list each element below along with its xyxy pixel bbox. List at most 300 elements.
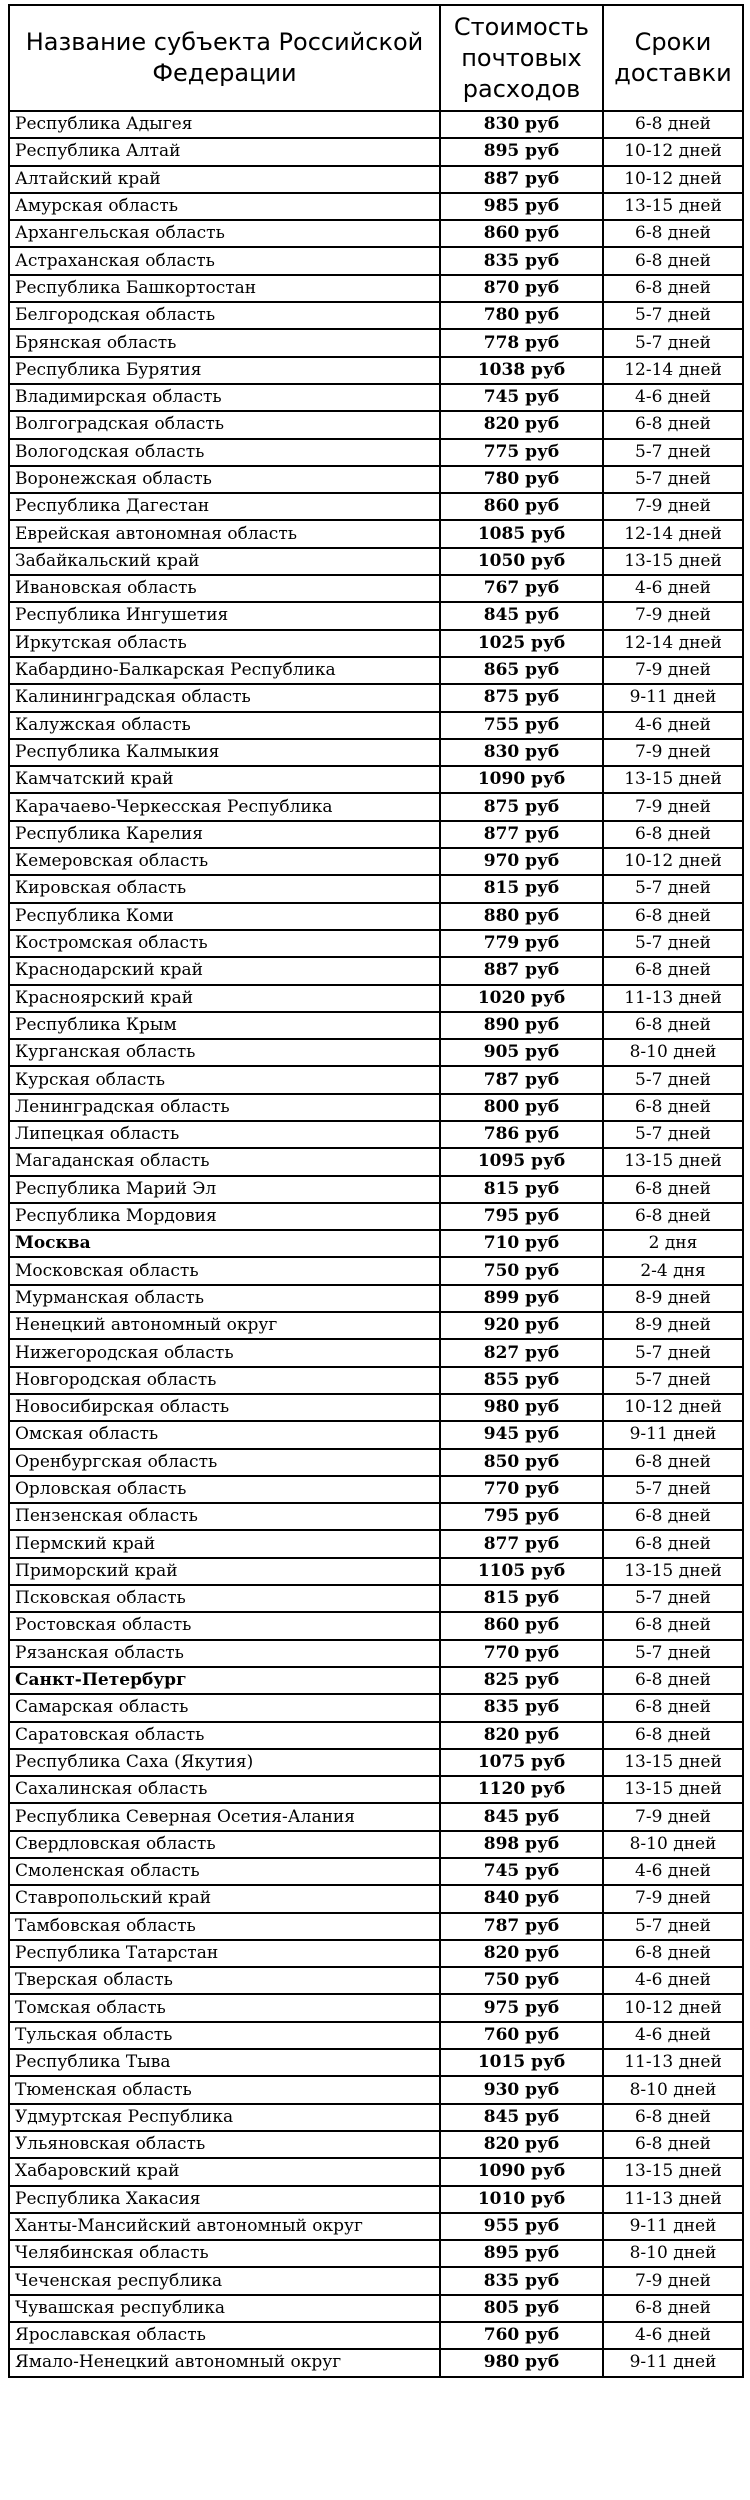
table-row <box>9 111 743 138</box>
table-row <box>9 2322 743 2349</box>
delivery-cost: 865 руб <box>440 657 603 684</box>
table-row <box>9 1994 743 2021</box>
delivery-cost: 795 руб <box>440 1203 603 1230</box>
table-row <box>9 520 743 547</box>
delivery-cost: 770 руб <box>440 1476 603 1503</box>
delivery-cost: 850 руб <box>440 1449 603 1476</box>
delivery-term: 11-13 дней <box>603 985 743 1012</box>
region-name: Ульяновская область <box>9 2131 440 2158</box>
delivery-term: 6-8 дней <box>603 1449 743 1476</box>
delivery-cost: 755 руб <box>440 712 603 739</box>
delivery-cost: 887 руб <box>440 957 603 984</box>
delivery-cost: 1010 руб <box>440 2186 603 2213</box>
delivery-cost: 860 руб <box>440 1612 603 1639</box>
region-name: Красноярский край <box>9 985 440 1012</box>
region-name: Еврейская автономная область <box>9 520 440 547</box>
delivery-cost: 745 руб <box>440 384 603 411</box>
delivery-term: 9-11 дней <box>603 1421 743 1448</box>
region-name: Республика Карелия <box>9 821 440 848</box>
delivery-cost: 815 руб <box>440 1585 603 1612</box>
table-row <box>9 1722 743 1749</box>
table-row <box>9 2349 743 2376</box>
table-row <box>9 957 743 984</box>
delivery-cost: 860 руб <box>440 493 603 520</box>
table-row <box>9 1449 743 1476</box>
region-name: Удмуртская Республика <box>9 2104 440 2131</box>
delivery-cost: 815 руб <box>440 1176 603 1203</box>
table-row <box>9 1230 743 1257</box>
table-row <box>9 1885 743 1912</box>
delivery-term: 7-9 дней <box>603 602 743 629</box>
region-name: Республика Татарстан <box>9 1940 440 1967</box>
region-name: Астраханская область <box>9 247 440 274</box>
delivery-term: 6-8 дней <box>603 1667 743 1694</box>
region-name: Камчатский край <box>9 766 440 793</box>
region-name: Рязанская область <box>9 1640 440 1667</box>
region-name: Ивановская область <box>9 575 440 602</box>
region-name: Ненецкий автономный округ <box>9 1312 440 1339</box>
region-name: Кемеровская область <box>9 848 440 875</box>
region-name: Республика Саха (Якутия) <box>9 1749 440 1776</box>
delivery-term: 4-6 дней <box>603 2322 743 2349</box>
delivery-cost: 945 руб <box>440 1421 603 1448</box>
region-name: Липецкая область <box>9 1121 440 1148</box>
table-row <box>9 1667 743 1694</box>
delivery-term: 6-8 дней <box>603 821 743 848</box>
table-row <box>9 630 743 657</box>
region-name: Республика Северная Осетия-Алания <box>9 1803 440 1830</box>
region-name: Свердловская область <box>9 1831 440 1858</box>
delivery-cost: 805 руб <box>440 2295 603 2322</box>
table-row <box>9 1121 743 1148</box>
table-row <box>9 384 743 411</box>
table-row <box>9 930 743 957</box>
delivery-cost: 1105 руб <box>440 1558 603 1585</box>
table-row <box>9 220 743 247</box>
delivery-cost: 780 руб <box>440 302 603 329</box>
region-name: Республика Марий Эл <box>9 1176 440 1203</box>
delivery-term: 8-10 дней <box>603 1831 743 1858</box>
region-name: Ростовская область <box>9 1612 440 1639</box>
region-name: Алтайский край <box>9 166 440 193</box>
delivery-term: 5-7 дней <box>603 1066 743 1093</box>
delivery-term: 6-8 дней <box>603 1094 743 1121</box>
region-name: Белгородская область <box>9 302 440 329</box>
region-name: Саратовская область <box>9 1722 440 1749</box>
region-name: Вологодская область <box>9 439 440 466</box>
delivery-cost: 770 руб <box>440 1640 603 1667</box>
table-row <box>9 1094 743 1121</box>
delivery-cost: 815 руб <box>440 875 603 902</box>
table-row <box>9 1476 743 1503</box>
table-row <box>9 1831 743 1858</box>
table-row <box>9 2240 743 2267</box>
region-name: Томская область <box>9 1994 440 2021</box>
delivery-term: 6-8 дней <box>603 1940 743 1967</box>
delivery-cost: 830 руб <box>440 111 603 138</box>
table-row <box>9 302 743 329</box>
delivery-term: 6-8 дней <box>603 1694 743 1721</box>
table-row <box>9 439 743 466</box>
delivery-term: 6-8 дней <box>603 247 743 274</box>
table-row <box>9 602 743 629</box>
delivery-term: 6-8 дней <box>603 1612 743 1639</box>
delivery-cost: 767 руб <box>440 575 603 602</box>
table-row <box>9 985 743 1012</box>
region-name: Санкт-Петербург <box>9 1667 440 1694</box>
delivery-cost: 845 руб <box>440 602 603 629</box>
table-row <box>9 1257 743 1284</box>
delivery-cost: 875 руб <box>440 684 603 711</box>
table-row <box>9 1803 743 1830</box>
region-name: Магаданская область <box>9 1148 440 1175</box>
delivery-cost: 887 руб <box>440 166 603 193</box>
table-row <box>9 329 743 356</box>
delivery-cost: 895 руб <box>440 138 603 165</box>
delivery-cost: 890 руб <box>440 1012 603 1039</box>
delivery-cost: 855 руб <box>440 1367 603 1394</box>
delivery-term: 6-8 дней <box>603 903 743 930</box>
region-name: Республика Хакасия <box>9 2186 440 2213</box>
delivery-term: 6-8 дней <box>603 1722 743 1749</box>
delivery-cost: 830 руб <box>440 739 603 766</box>
table-row <box>9 1967 743 1994</box>
table-row <box>9 2131 743 2158</box>
region-name: Республика Коми <box>9 903 440 930</box>
delivery-term: 5-7 дней <box>603 439 743 466</box>
delivery-cost: 840 руб <box>440 1885 603 1912</box>
region-name: Курганская область <box>9 1039 440 1066</box>
delivery-cost: 1050 руб <box>440 548 603 575</box>
delivery-cost: 955 руб <box>440 2213 603 2240</box>
delivery-cost: 1020 руб <box>440 985 603 1012</box>
delivery-term: 13-15 дней <box>603 766 743 793</box>
delivery-cost: 780 руб <box>440 466 603 493</box>
table-row <box>9 1285 743 1312</box>
delivery-cost: 895 руб <box>440 2240 603 2267</box>
table-row <box>9 1612 743 1639</box>
delivery-cost: 970 руб <box>440 848 603 875</box>
region-name: Калужская область <box>9 712 440 739</box>
delivery-cost: 820 руб <box>440 411 603 438</box>
table-row <box>9 1749 743 1776</box>
delivery-cost: 920 руб <box>440 1312 603 1339</box>
delivery-term: 12-14 дней <box>603 630 743 657</box>
delivery-term: 12-14 дней <box>603 357 743 384</box>
table-row <box>9 1203 743 1230</box>
table-row <box>9 875 743 902</box>
table-row <box>9 1558 743 1585</box>
delivery-cost: 760 руб <box>440 2022 603 2049</box>
delivery-term: 5-7 дней <box>603 930 743 957</box>
delivery-cost: 1015 руб <box>440 2049 603 2076</box>
table-row <box>9 848 743 875</box>
table-row <box>9 739 743 766</box>
table-row <box>9 2186 743 2213</box>
region-name: Псковская область <box>9 1585 440 1612</box>
delivery-cost: 930 руб <box>440 2076 603 2103</box>
region-name: Ленинградская область <box>9 1094 440 1121</box>
delivery-term: 8-10 дней <box>603 2240 743 2267</box>
region-name: Новосибирская область <box>9 1394 440 1421</box>
delivery-cost: 899 руб <box>440 1285 603 1312</box>
region-name: Чеченская республика <box>9 2267 440 2294</box>
region-name: Чувашская республика <box>9 2295 440 2322</box>
region-name: Брянская область <box>9 329 440 356</box>
region-name: Республика Ингушетия <box>9 602 440 629</box>
region-name: Тюменская область <box>9 2076 440 2103</box>
delivery-term: 10-12 дней <box>603 1994 743 2021</box>
delivery-term: 6-8 дней <box>603 2104 743 2131</box>
region-name: Республика Тыва <box>9 2049 440 2076</box>
delivery-term: 4-6 дней <box>603 712 743 739</box>
delivery-cost: 877 руб <box>440 1530 603 1557</box>
delivery-term: 5-7 дней <box>603 1121 743 1148</box>
header-row <box>9 5 743 111</box>
region-name: Воронежская область <box>9 466 440 493</box>
table-row <box>9 1339 743 1366</box>
delivery-term: 7-9 дней <box>603 657 743 684</box>
delivery-cost: 760 руб <box>440 2322 603 2349</box>
delivery-term: 9-11 дней <box>603 2213 743 2240</box>
region-name: Тамбовская область <box>9 1913 440 1940</box>
table-row <box>9 1148 743 1175</box>
delivery-cost: 980 руб <box>440 1394 603 1421</box>
region-name: Республика Калмыкия <box>9 739 440 766</box>
delivery-term: 13-15 дней <box>603 548 743 575</box>
region-name: Ханты-Мансийский автономный округ <box>9 2213 440 2240</box>
region-name: Республика Дагестан <box>9 493 440 520</box>
table-row <box>9 193 743 220</box>
region-name: Кировская область <box>9 875 440 902</box>
region-name: Карачаево-Черкесская Республика <box>9 793 440 820</box>
table-row <box>9 1530 743 1557</box>
delivery-term: 10-12 дней <box>603 166 743 193</box>
region-name: Сахалинская область <box>9 1776 440 1803</box>
region-name: Пермский край <box>9 1530 440 1557</box>
delivery-cost: 1120 руб <box>440 1776 603 1803</box>
table-row <box>9 466 743 493</box>
delivery-cost: 820 руб <box>440 1722 603 1749</box>
region-name: Республика Бурятия <box>9 357 440 384</box>
delivery-cost: 775 руб <box>440 439 603 466</box>
delivery-cost: 875 руб <box>440 793 603 820</box>
delivery-cost: 795 руб <box>440 1503 603 1530</box>
delivery-term: 13-15 дней <box>603 1558 743 1585</box>
region-name: Кабардино-Балкарская Республика <box>9 657 440 684</box>
delivery-cost: 835 руб <box>440 247 603 274</box>
delivery-term: 7-9 дней <box>603 739 743 766</box>
delivery-term: 4-6 дней <box>603 2022 743 2049</box>
delivery-cost: 750 руб <box>440 1967 603 1994</box>
table-row <box>9 821 743 848</box>
table-row <box>9 1913 743 1940</box>
header-term: Сроки доставки <box>603 5 743 111</box>
delivery-cost: 787 руб <box>440 1066 603 1093</box>
delivery-cost: 787 руб <box>440 1913 603 1940</box>
table-row <box>9 712 743 739</box>
table-row <box>9 247 743 274</box>
region-name: Новгородская область <box>9 1367 440 1394</box>
table-row <box>9 793 743 820</box>
delivery-term: 11-13 дней <box>603 2186 743 2213</box>
table-row <box>9 657 743 684</box>
delivery-term: 7-9 дней <box>603 493 743 520</box>
table-row <box>9 2022 743 2049</box>
delivery-cost: 786 руб <box>440 1121 603 1148</box>
table-row <box>9 2104 743 2131</box>
delivery-term: 13-15 дней <box>603 1776 743 1803</box>
delivery-term: 5-7 дней <box>603 1913 743 1940</box>
delivery-term: 9-11 дней <box>603 684 743 711</box>
delivery-term: 6-8 дней <box>603 111 743 138</box>
delivery-cost: 825 руб <box>440 1667 603 1694</box>
table-body <box>9 111 743 2377</box>
region-name: Республика Башкортостан <box>9 275 440 302</box>
table-row <box>9 2049 743 2076</box>
delivery-term: 6-8 дней <box>603 275 743 302</box>
delivery-cost: 800 руб <box>440 1094 603 1121</box>
delivery-term: 5-7 дней <box>603 875 743 902</box>
region-name: Ставропольский край <box>9 1885 440 1912</box>
region-name: Самарская область <box>9 1694 440 1721</box>
table-row <box>9 903 743 930</box>
table-row <box>9 1858 743 1885</box>
region-name: Краснодарский край <box>9 957 440 984</box>
table-row <box>9 275 743 302</box>
table-row <box>9 1694 743 1721</box>
delivery-cost: 750 руб <box>440 1257 603 1284</box>
delivery-term: 11-13 дней <box>603 2049 743 2076</box>
delivery-term: 7-9 дней <box>603 2267 743 2294</box>
table-row <box>9 2213 743 2240</box>
region-name: Волгоградская область <box>9 411 440 438</box>
delivery-term: 13-15 дней <box>603 2158 743 2185</box>
delivery-term: 4-6 дней <box>603 575 743 602</box>
delivery-cost: 1090 руб <box>440 766 603 793</box>
table-row <box>9 357 743 384</box>
delivery-term: 8-9 дней <box>603 1285 743 1312</box>
delivery-cost: 820 руб <box>440 2131 603 2158</box>
region-name: Московская область <box>9 1257 440 1284</box>
delivery-cost: 980 руб <box>440 2349 603 2376</box>
delivery-cost: 745 руб <box>440 1858 603 1885</box>
table-row <box>9 1394 743 1421</box>
delivery-term: 5-7 дней <box>603 1339 743 1366</box>
region-name: Челябинская область <box>9 2240 440 2267</box>
delivery-cost: 1038 руб <box>440 357 603 384</box>
table-row <box>9 1012 743 1039</box>
region-name: Пензенская область <box>9 1503 440 1530</box>
delivery-cost: 877 руб <box>440 821 603 848</box>
delivery-term: 2-4 дня <box>603 1257 743 1284</box>
table-row <box>9 2076 743 2103</box>
table-row <box>9 1503 743 1530</box>
table-row <box>9 1367 743 1394</box>
region-name: Ямало-Ненецкий автономный округ <box>9 2349 440 2376</box>
delivery-term: 5-7 дней <box>603 1640 743 1667</box>
delivery-cost: 1095 руб <box>440 1148 603 1175</box>
delivery-term: 5-7 дней <box>603 302 743 329</box>
table-row <box>9 1066 743 1093</box>
region-name: Орловская область <box>9 1476 440 1503</box>
delivery-term: 12-14 дней <box>603 520 743 547</box>
header-subject: Название субъекта Российской Федерации <box>9 5 440 111</box>
delivery-cost: 820 руб <box>440 1940 603 1967</box>
delivery-cost: 845 руб <box>440 1803 603 1830</box>
table-row <box>9 1039 743 1066</box>
region-name: Архангельская область <box>9 220 440 247</box>
delivery-term: 13-15 дней <box>603 1148 743 1175</box>
delivery-term: 13-15 дней <box>603 1749 743 1776</box>
region-name: Москва <box>9 1230 440 1257</box>
delivery-term: 5-7 дней <box>603 1476 743 1503</box>
region-name: Владимирская область <box>9 384 440 411</box>
delivery-cost: 870 руб <box>440 275 603 302</box>
delivery-term: 5-7 дней <box>603 466 743 493</box>
delivery-cost: 845 руб <box>440 2104 603 2131</box>
table-row <box>9 166 743 193</box>
region-name: Курская область <box>9 1066 440 1093</box>
table-row <box>9 1421 743 1448</box>
region-name: Республика Мордовия <box>9 1203 440 1230</box>
delivery-term: 5-7 дней <box>603 329 743 356</box>
region-name: Приморский край <box>9 1558 440 1585</box>
delivery-term: 5-7 дней <box>603 1367 743 1394</box>
delivery-term: 6-8 дней <box>603 1012 743 1039</box>
region-name: Хабаровский край <box>9 2158 440 2185</box>
table-row <box>9 548 743 575</box>
delivery-term: 6-8 дней <box>603 1176 743 1203</box>
delivery-term: 4-6 дней <box>603 384 743 411</box>
delivery-cost: 898 руб <box>440 1831 603 1858</box>
delivery-cost: 778 руб <box>440 329 603 356</box>
table-row <box>9 1640 743 1667</box>
delivery-term: 4-6 дней <box>603 1858 743 1885</box>
region-name: Ярославская область <box>9 2322 440 2349</box>
table-row <box>9 575 743 602</box>
region-name: Нижегородская область <box>9 1339 440 1366</box>
delivery-term: 7-9 дней <box>603 1803 743 1830</box>
table-row <box>9 1312 743 1339</box>
delivery-term: 6-8 дней <box>603 2295 743 2322</box>
region-name: Оренбургская область <box>9 1449 440 1476</box>
delivery-term: 9-11 дней <box>603 2349 743 2376</box>
delivery-cost: 905 руб <box>440 1039 603 1066</box>
region-name: Республика Адыгея <box>9 111 440 138</box>
region-name: Республика Алтай <box>9 138 440 165</box>
table-row <box>9 2158 743 2185</box>
delivery-term: 8-9 дней <box>603 1312 743 1339</box>
region-name: Амурская область <box>9 193 440 220</box>
delivery-term: 10-12 дней <box>603 1394 743 1421</box>
region-name: Омская область <box>9 1421 440 1448</box>
delivery-cost: 710 руб <box>440 1230 603 1257</box>
delivery-cost: 1090 руб <box>440 2158 603 2185</box>
delivery-term: 6-8 дней <box>603 1530 743 1557</box>
table-row <box>9 1176 743 1203</box>
delivery-term: 6-8 дней <box>603 1503 743 1530</box>
delivery-cost: 985 руб <box>440 193 603 220</box>
delivery-term: 6-8 дней <box>603 2131 743 2158</box>
delivery-cost: 827 руб <box>440 1339 603 1366</box>
table-row <box>9 766 743 793</box>
region-name: Республика Крым <box>9 1012 440 1039</box>
delivery-cost-table <box>8 4 744 2378</box>
delivery-cost: 975 руб <box>440 1994 603 2021</box>
table-row <box>9 1776 743 1803</box>
region-name: Калининградская область <box>9 684 440 711</box>
